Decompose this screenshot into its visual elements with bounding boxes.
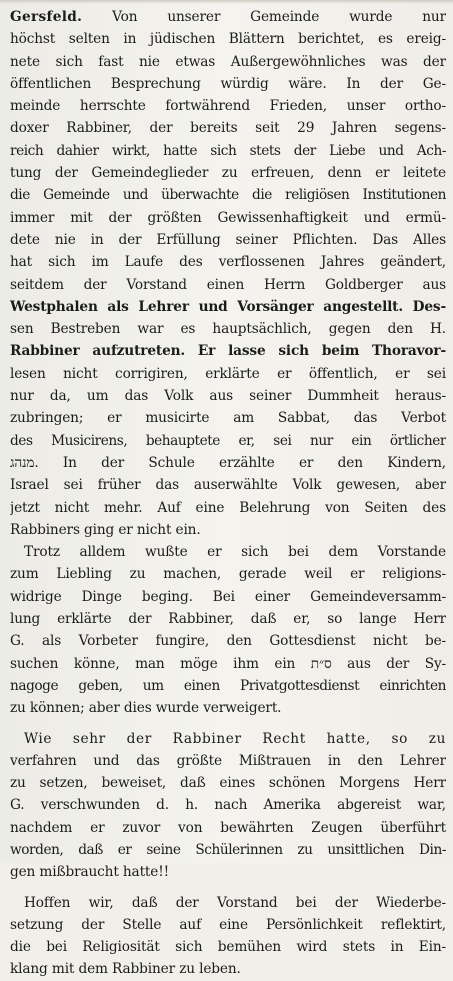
- paragraph-4: [10, 892, 446, 914]
- article-line: worden, daß er seine Schülerinnen zu unsittlichen Din-: [10, 841, 446, 858]
- article-line: reich dahier wirkt, hatte sich stets der Liebe und Ach-: [10, 142, 446, 159]
- paragraph-4-body: [10, 914, 446, 981]
- article-line: Trotz alldem wußte er sich bei dem Vorstande: [24, 544, 446, 561]
- article-line: gen mißbraucht hatte!!: [10, 864, 169, 881]
- article-line: sen Bestreben war es hauptsächlich, gegen den H.: [10, 321, 446, 338]
- article-line: G. als Vorbeter fungire, den Gottesdienst nicht be-: [10, 633, 446, 650]
- article-line: zubringen; er musicirte am Sabbat, das Verbot: [10, 410, 446, 427]
- article-line: lesen nicht corrigiren, erklärte er öffentlich, er sei: [10, 365, 446, 382]
- article-line: Rabbiner aufzutreten. Er lasse sich beim Thoravor-: [10, 343, 446, 360]
- article-line: dete nie in der Erfüllung seiner Pflichten. Das Alles: [10, 231, 446, 248]
- article-line: nachdem er zuvor von bewährten Zeugen überführt: [10, 819, 446, 836]
- paragraph-gap: [10, 884, 446, 892]
- article-line: klang mit dem Rabbiner zu leben.: [10, 961, 241, 978]
- article-line-text: Von unserer Gemeinde wurde nur: [82, 9, 446, 25]
- article-line: מנהג. In der Schule erzählte er den Kindern,: [10, 454, 446, 471]
- scan-edge: [0, 0, 453, 4]
- paragraph-3-body: [10, 750, 446, 884]
- article-line: Hoffen wir, daß der Vorstand bei der Wiederbe-: [24, 894, 446, 911]
- paragraph-2: [10, 541, 446, 563]
- paragraph-1: [10, 6, 446, 541]
- article-line: zu können; aber dies wurde verweigert.: [10, 700, 282, 717]
- article-line: doxer Rabbiner, der bereits seit 29 Jahren segens-: [10, 120, 446, 137]
- article-line: die bei Religiosität sich bemühen wird stets in Ein-: [10, 939, 446, 956]
- article-line: Rabbiners ging er nicht ein.: [10, 521, 201, 538]
- article-line: nagoge geben, um einen Privatgottesdienst einrichten: [10, 677, 446, 694]
- article-line: Westphalen als Lehrer und Vorsänger angestellt. Des-: [10, 298, 446, 315]
- article-line: die Gemeinde und überwachte die religiösen Institutionen: [10, 187, 446, 204]
- article-line: G. verschwunden d. h. nach Amerika abgereist war,: [10, 797, 446, 814]
- article-line: jetzt nicht mehr. Auf eine Belehrung von Seiten des: [10, 499, 446, 516]
- article-line: lung erklärte der Rabbiner, daß er, so lange Herr: [10, 611, 446, 628]
- article-line: nur da, um das Volk aus seiner Dummheit heraus-: [10, 388, 446, 405]
- article-line: Wie sehr der Rabbiner Recht hatte, so zu: [24, 730, 446, 747]
- dateline-place: Gersfeld.: [10, 9, 83, 25]
- article-line: tung der Gemeindeglieder zu erfreuen, denn er leitete: [10, 165, 446, 182]
- article-line: hat sich im Laufe des verflossenen Jahres geändert,: [10, 254, 446, 271]
- article-line: höchst selten in jüdischen Blättern berichtet, es ereig-: [10, 31, 446, 48]
- article-line: zum Liebling zu machen, gerade weil er religions-: [10, 566, 446, 583]
- article-line: suchen könne, man möge ihm ein ס״ת aus der Sy-: [10, 655, 446, 672]
- article-line: immer mit der größten Gewissenhaftigkeit und ermü-: [10, 209, 446, 226]
- article-line: setzung der Stelle auf eine Persönlichkeit reflektirt,: [10, 916, 446, 933]
- article-line: seitdem der Vorstand einen Herrn Goldberger aus: [10, 276, 446, 293]
- paragraph-2-body: [10, 563, 446, 719]
- article-line: öffentlichen Besprechung würdig wäre. In der Ge-: [10, 75, 446, 92]
- paragraph-gap: [10, 720, 446, 728]
- article-line: nete sich fast nie etwas Außergewöhnliches was der: [10, 53, 446, 70]
- article-line: des Musicirens, behauptete er, sei nur ein örtlicher: [10, 432, 446, 449]
- article-line: widrige Dinge beging. Bei einer Gemeindeversamm-: [10, 588, 446, 605]
- article-line: meinde herrschte fortwährend Frieden, unser ortho-: [10, 98, 446, 115]
- article-line: verfahren und das größte Mißtrauen in den Lehrer: [10, 752, 446, 769]
- paragraph-3: [10, 728, 446, 750]
- article-line: Israel sei früher das auserwählte Volk gewesen, aber: [10, 477, 446, 494]
- article-line: zu setzen, beweiset, daß eines schönen Morgens Herr: [10, 775, 446, 792]
- article-line: [10, 6, 446, 28]
